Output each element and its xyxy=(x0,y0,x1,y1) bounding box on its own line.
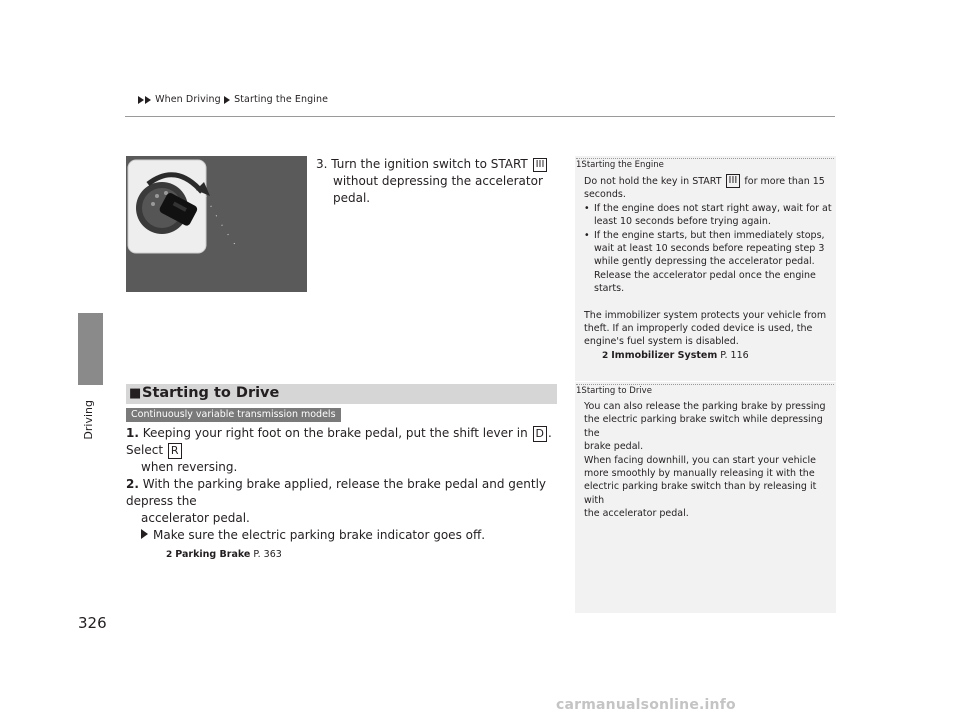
sub-note-text: Make sure the electric parking brake indicator goes off. xyxy=(153,528,486,542)
note-icon: 1 xyxy=(576,386,582,396)
step-text: Keeping your right foot on the brake pedal, put the shift lever in xyxy=(142,426,528,440)
bullet-icon: • xyxy=(584,229,590,241)
gear-key-label: R xyxy=(168,443,182,459)
ignition-illustration xyxy=(126,156,307,292)
key-position-label: III xyxy=(726,174,741,188)
step-2 xyxy=(126,476,566,510)
step-number: 3. xyxy=(316,157,328,171)
step-3 xyxy=(316,156,566,207)
note-starting-drive xyxy=(576,384,834,521)
key-position-label: III xyxy=(533,158,548,172)
step-1 xyxy=(126,425,566,459)
notes-divider xyxy=(575,381,836,382)
reference-arrow-icon: 2 xyxy=(166,550,173,560)
header-rule xyxy=(125,116,835,117)
page-number: 326 xyxy=(78,614,107,632)
reference-page: P. 363 xyxy=(253,549,282,560)
reference-page: P. 116 xyxy=(720,349,749,361)
step-1-line2: when reversing. xyxy=(141,460,238,474)
immobilizer-reference[interactable] xyxy=(584,349,834,363)
note-icon: 1 xyxy=(576,160,582,170)
step-text: Turn the ignition switch to START xyxy=(331,157,528,171)
breadcrumb-part2[interactable]: Starting the Engine xyxy=(234,94,329,105)
model-badge: Continuously variable transmission models xyxy=(126,408,341,422)
note-body: You can also release the parking brake by pressing the electric parking brake switch while depressing the brake pedal. When facing downhill, you can start your vehicle more smoothly by manually releasing it with the electric parking brake switch than by releasing it with the accelerator pedal. xyxy=(584,401,826,520)
note-starting-engine xyxy=(576,158,834,363)
chapter-tab xyxy=(78,313,103,385)
breadcrumb-part1[interactable]: When Driving xyxy=(155,94,221,105)
step-2-line2: accelerator pedal. xyxy=(141,511,250,525)
breadcrumb-arrow-icon xyxy=(145,96,151,104)
note-title: 1Starting the Engine xyxy=(576,158,834,170)
note-body: Do not hold the key in START III for more than 15 seconds. • If the engine does not start right away, wait for at least 10 seconds before trying again. • If the engine starts, but then immediately stops, wait at least 10 seconds before repeating step 3 while gently depressing the accelerator pedal. Release the accelerator pedal once the engine starts. The immobilizer system protects your vehicle from theft. If an improperly coded device is used, the engine's fuel system is disabled. 2 Immobilizer System P. 116 xyxy=(576,174,834,363)
chapter-label: Driving xyxy=(82,400,95,440)
square-bullet-icon: ■ xyxy=(129,386,142,401)
section-title: Starting to Drive xyxy=(142,385,280,401)
note-title: 1Starting to Drive xyxy=(576,384,834,396)
step-number: 2. xyxy=(126,477,139,491)
reference-label[interactable]: Immobilizer System xyxy=(611,349,718,361)
breadcrumb-arrow-icon xyxy=(138,96,144,104)
step-text: With the parking brake applied, release the brake pedal and gently depress the xyxy=(126,477,547,508)
ignition-key-icon xyxy=(126,156,307,292)
step-text-line2: without depressing the accelerator pedal. xyxy=(333,174,543,205)
sub-note xyxy=(126,527,566,544)
section-heading xyxy=(126,384,557,404)
arrow-icon xyxy=(141,529,148,539)
bullet-icon: • xyxy=(584,202,590,214)
step-text: . Select xyxy=(126,426,552,457)
breadcrumb-arrow-icon xyxy=(224,96,230,104)
step-number: 1. xyxy=(126,426,139,440)
parking-brake-reference[interactable] xyxy=(126,546,566,564)
reference-label[interactable]: Parking Brake xyxy=(175,549,251,560)
steps-list xyxy=(126,425,566,564)
watermark: carmanualsonline.info xyxy=(556,697,736,713)
gear-key-label: D xyxy=(533,426,547,442)
breadcrumb xyxy=(138,94,328,105)
reference-arrow-icon: 2 xyxy=(602,350,609,361)
